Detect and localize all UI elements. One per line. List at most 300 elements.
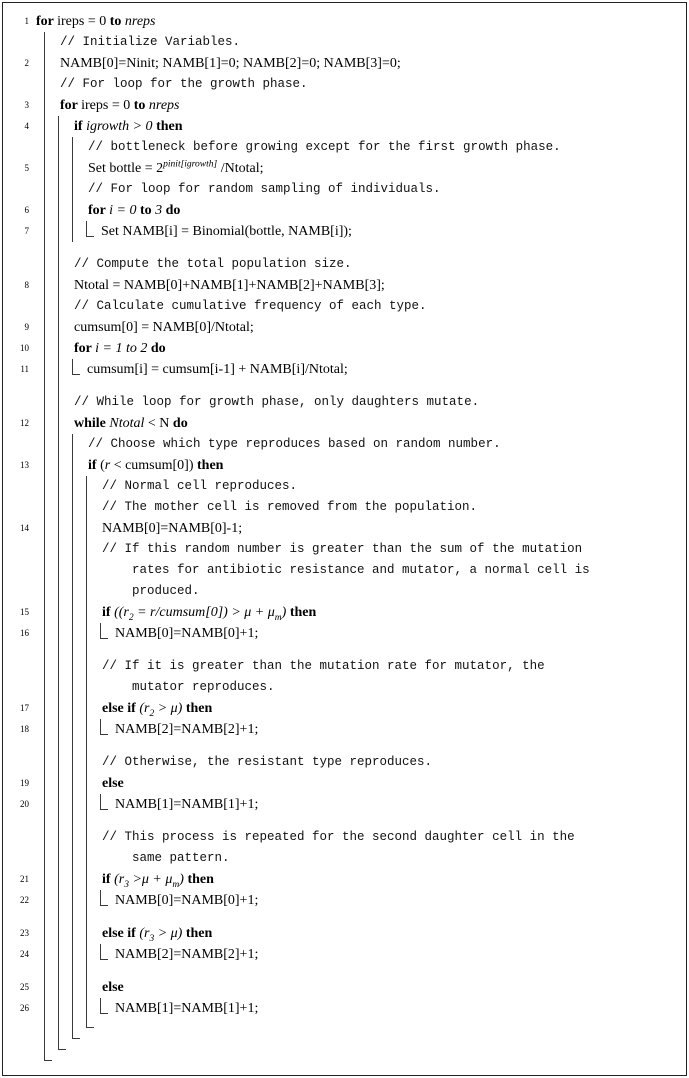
algorithm-line [5,518,682,539]
indent-rule [86,944,100,965]
indent-rule [44,698,58,719]
indent-rule [44,137,58,158]
indent-rule [44,998,58,1019]
indent-rule [86,518,100,539]
indent-rule [44,242,58,254]
comment-text: // For loop for random sampling of individuals. [88,182,441,196]
comment-text: // While loop for growth phase, only daughters mutate. [74,395,480,409]
line-number: 3 [24,100,29,110]
algorithm-line [5,623,682,644]
indent-rule [86,497,100,518]
indent-rule [44,794,58,815]
line-number: 4 [24,121,29,131]
indent-rule [58,221,72,242]
indent-rule [44,656,58,677]
comment-text: // bottleneck before growing except for the first growth phase. [88,140,561,154]
block-end [5,1052,682,1063]
indent-rule [44,581,58,602]
line-number: 10 [20,343,29,353]
indent-rule [44,923,58,944]
line-number [5,581,34,602]
line-number [5,74,34,95]
algorithm-line [5,338,682,359]
code-text: NAMB[1]=NAMB[1]+1; [115,1001,259,1016]
comment-line [5,254,682,275]
indent-rule [44,977,58,998]
indent-rule [58,740,72,752]
line-number: 20 [20,799,29,809]
indent-rule [58,698,72,719]
indent-rule [44,911,58,923]
indent-rule [44,560,58,581]
algorithm-line [5,773,682,794]
indent-rule [72,977,86,998]
indent-rule [58,560,72,581]
indent-rule [58,815,72,827]
comment-text: // The mother cell is removed from the population. [102,500,478,514]
indent-rule [58,944,72,965]
algorithm-line [5,794,682,815]
comment-line [5,179,682,200]
code-text: NAMB[0]=NAMB[0]+1; [115,893,259,908]
code-text: Ntotal = NAMB[0]+NAMB[1]+NAMB[2]+NAMB[3]; [74,278,385,293]
line-number: 13 [20,460,29,470]
indent-rule [44,296,58,317]
indent-rule [58,719,72,740]
comment-line [5,848,682,869]
indent-rule [72,848,86,869]
comment-line [5,656,682,677]
line-number: 21 [20,874,29,884]
line-number [5,752,34,773]
line-number: 24 [20,949,29,959]
algorithm-line [5,95,682,116]
indent-rule [58,794,72,815]
indent-rule [44,254,58,275]
indent-rule [44,773,58,794]
algorithm-line [5,869,682,890]
block-end-hook [100,998,113,1019]
comment-text: // This process is repeated for the second daughter cell in the [102,830,575,844]
line-number: 11 [20,364,29,374]
block-end-hook [100,623,113,644]
indent-rule [86,698,100,719]
indent-rule [72,923,86,944]
indent-rule [44,1041,58,1052]
comment-text: rates for antibiotic resistance and mutator, a normal cell is [132,563,590,577]
indent-rule [72,869,86,890]
indent-rule [44,869,58,890]
indent-rule [86,740,100,752]
indent-rule [58,275,72,296]
indent-rule [72,539,86,560]
line-number [5,242,34,254]
line-number: 2 [24,58,29,68]
indent-rule [72,644,86,656]
algorithm-line [5,719,682,740]
block-end-hook [72,359,85,380]
indent-rule [72,827,86,848]
comment-line [5,539,682,560]
code-text: else if $(r_3 > \mu)$ then [102,926,213,944]
line-number: 16 [20,628,29,638]
line-number: 6 [24,205,29,215]
comment-text: // Initialize Variables. [60,35,241,49]
indent-rule [72,179,86,200]
indent-rule [86,815,100,827]
block-gap [5,644,682,656]
line-number [5,254,34,275]
line-number [5,740,34,752]
comment-text: // Compute the total population size. [74,257,352,271]
indent-rule [58,644,72,656]
comment-text: // Otherwise, the resistant type reproduces. [102,755,433,769]
indent-rule [72,815,86,827]
indent-rule [58,911,72,923]
indent-rule [44,476,58,497]
indent-rule [44,359,58,380]
indent-rule [44,221,58,242]
indent-rule [86,581,100,602]
indent-rule [44,413,58,434]
code-text: if (($r_2$ = r/cumsum[0]) > $\mu + \mu_m$) then [102,605,317,623]
indent-rule [58,998,72,1019]
indent-rule [72,794,86,815]
indent-rule [58,869,72,890]
block-gap [5,911,682,923]
indent-rule [44,848,58,869]
indent-rule [58,656,72,677]
comment-line [5,137,682,158]
indent-rule [58,296,72,317]
indent-rule [72,890,86,911]
comment-text: // Choose which type reproduces based on random number. [88,437,501,451]
indent-rule [44,338,58,359]
line-number [5,911,34,923]
block-end [5,1041,682,1052]
line-number [5,392,34,413]
algorithm-line [5,998,682,1019]
indent-rule [58,773,72,794]
indent-rule [44,434,58,455]
indent-rule [58,116,72,137]
indent-rule [58,380,72,392]
indent-rule [58,413,72,434]
block-gap [5,965,682,977]
algorithm-line [5,455,682,476]
line-number: 18 [20,724,29,734]
indent-rule [44,677,58,698]
indent-rule [72,1019,86,1030]
algorithm-line [5,53,682,74]
algorithm-line [5,200,682,221]
indent-rule [72,698,86,719]
indent-rule [72,602,86,623]
indent-rule [58,890,72,911]
block-end [5,1019,682,1030]
line-number [5,539,34,560]
algorithm-line [5,275,682,296]
algorithm-line [5,698,682,719]
code-text: for i = 0 to 3 do [88,203,181,218]
algorithm-line [5,359,682,380]
line-number [5,815,34,827]
code-text: cumsum[0] = NAMB[0]/Ntotal; [74,320,254,335]
indent-rule [86,965,100,977]
code-text: for i = 1 to 2 do [74,341,166,356]
indent-rule [58,137,72,158]
comment-text: same pattern. [132,851,230,865]
indent-rule [86,869,100,890]
indent-rule [72,581,86,602]
indent-rule [44,158,58,179]
indent-rule [86,476,100,497]
indent-rule [58,338,72,359]
line-number: 23 [20,928,29,938]
indent-rule [58,179,72,200]
algorithm-line [5,221,682,242]
algorithm-box [2,2,687,1076]
line-number [5,677,34,698]
indent-rule [44,719,58,740]
indent-rule [86,794,100,815]
indent-rule [58,254,72,275]
indent-rule [72,656,86,677]
code-text: Set bottle = $2^{pinit[igrowth]}$ /Ntotal; [88,159,264,176]
indent-rule [72,677,86,698]
comment-line [5,32,682,53]
indent-rule [86,560,100,581]
indent-rule [44,623,58,644]
indent-rule [86,623,100,644]
indent-rule [72,998,86,1019]
indent-rule [44,455,58,476]
indent-rule [44,752,58,773]
block-end-hook [58,1041,71,1052]
indent-rule [72,497,86,518]
indent-rule [44,890,58,911]
line-number: 14 [20,523,29,533]
line-number [5,656,34,677]
indent-rule [72,944,86,965]
line-number [5,32,34,53]
code-text: NAMB[2]=NAMB[2]+1; [115,722,259,737]
indent-rule [44,116,58,137]
indent-rule [58,752,72,773]
indent-rule [86,923,100,944]
line-number [5,1052,34,1063]
indent-rule [44,644,58,656]
comment-text: produced. [132,584,200,598]
indent-rule [58,539,72,560]
comment-line [5,581,682,602]
comment-line [5,74,682,95]
indent-rule [86,644,100,656]
indent-rule [44,740,58,752]
indent-rule [44,53,58,74]
indent-rule [86,773,100,794]
indent-rule [58,1030,72,1041]
indent-rule [58,359,72,380]
line-number [5,137,34,158]
indent-rule [72,965,86,977]
line-number [5,296,34,317]
indent-rule [44,200,58,221]
indent-rule [44,827,58,848]
line-number: 5 [24,163,29,173]
indent-rule [44,965,58,977]
indent-rule [86,977,100,998]
block-end-hook [72,1030,85,1041]
indent-rule [44,179,58,200]
code-text: cumsum[i] = cumsum[i-1] + NAMB[i]/Ntotal; [87,362,348,377]
line-number: 17 [20,703,29,713]
line-number: 26 [20,1003,29,1013]
indent-rule [44,1030,58,1041]
indent-rule [72,455,86,476]
indent-rule [44,539,58,560]
comment-line [5,560,682,581]
line-number [5,1030,34,1041]
indent-rule [72,158,86,179]
indent-rule [44,602,58,623]
indent-rule [58,200,72,221]
line-number [5,965,34,977]
code-text: NAMB[1]=NAMB[1]+1; [115,797,259,812]
comment-line [5,392,682,413]
indent-rule [44,95,58,116]
algorithm-line [5,116,682,137]
indent-rule [72,476,86,497]
indent-rule [72,137,86,158]
indent-rule [86,827,100,848]
indent-rule [72,623,86,644]
line-number: 1 [24,16,29,26]
indent-rule [44,380,58,392]
code-text: while Ntotal < N do [74,416,188,431]
indent-rule [58,623,72,644]
indent-rule [44,497,58,518]
indent-rule [86,890,100,911]
code-text: NAMB[0]=Ninit; NAMB[1]=0; NAMB[2]=0; NAMB[3]=0; [60,56,401,71]
block-end-hook [100,719,113,740]
code-text: if $(r_3 >\mu + \mu_m)$ then [102,872,214,890]
line-number: 15 [20,607,29,617]
line-number [5,179,34,200]
algorithm-line [5,923,682,944]
indent-rule [86,539,100,560]
indent-rule [58,392,72,413]
indent-rule [58,977,72,998]
indent-rule [44,74,58,95]
code-text: else if $(r_2 > \mu)$ then [102,701,213,719]
line-number [5,848,34,869]
comment-text: // For loop for the growth phase. [60,77,308,91]
comment-line [5,497,682,518]
block-gap [5,815,682,827]
line-number [5,827,34,848]
indent-rule [58,1019,72,1030]
line-number [5,434,34,455]
indent-rule [86,848,100,869]
line-number [5,1019,34,1030]
algorithm-line [5,317,682,338]
block-end-hook [86,221,99,242]
line-number: 12 [20,418,29,428]
indent-rule [44,32,58,53]
indent-rule [58,242,72,254]
line-number [5,497,34,518]
indent-rule [72,200,86,221]
line-number [5,476,34,497]
line-number: 8 [24,280,29,290]
code-text: else [102,980,124,995]
comment-line [5,677,682,698]
indent-rule [58,923,72,944]
line-number: 22 [20,895,29,905]
indent-rule [58,434,72,455]
code-text: for ireps = 0 to nreps [60,98,180,113]
indent-rule [72,911,86,923]
line-number: 19 [20,778,29,788]
block-end-hook [100,890,113,911]
code-text: for ireps = 0 to nreps [36,14,156,29]
indent-rule [44,815,58,827]
indent-rule [44,1019,58,1030]
algorithm-line [5,977,682,998]
comment-line [5,752,682,773]
algorithm-line [5,944,682,965]
indent-rule [86,719,100,740]
comment-line [5,296,682,317]
comment-text: // Normal cell reproduces. [102,479,298,493]
indent-rule [86,911,100,923]
comment-line [5,827,682,848]
indent-rule [58,677,72,698]
block-end [5,1030,682,1041]
indent-rule [58,497,72,518]
indent-rule [58,581,72,602]
indent-rule [58,476,72,497]
indent-rule [72,719,86,740]
code-text: NAMB[0]=NAMB[0]-1; [102,521,243,536]
code-text: NAMB[0]=NAMB[0]+1; [115,626,259,641]
comment-line [5,476,682,497]
code-text: if igrowth > 0 then [74,119,183,134]
comment-text: // If this random number is greater than the sum of the mutation [102,542,583,556]
indent-rule [72,752,86,773]
indent-rule [86,656,100,677]
indent-rule [86,998,100,1019]
comment-text: mutator reproduces. [132,680,275,694]
line-number [5,380,34,392]
indent-rule [72,221,86,242]
line-number [5,1041,34,1052]
indent-rule [58,848,72,869]
code-text: NAMB[2]=NAMB[2]+1; [115,947,259,962]
comment-text: // Calculate cumulative frequency of each type. [74,299,427,313]
block-gap [5,242,682,254]
algorithm-line [5,158,682,179]
block-gap [5,740,682,752]
algorithm-line [5,890,682,911]
code-text: if (r < cumsum[0]) then [88,458,224,473]
indent-rule [58,602,72,623]
comment-line [5,434,682,455]
line-number: 9 [24,322,29,332]
indent-rule [86,677,100,698]
indent-rule [58,827,72,848]
